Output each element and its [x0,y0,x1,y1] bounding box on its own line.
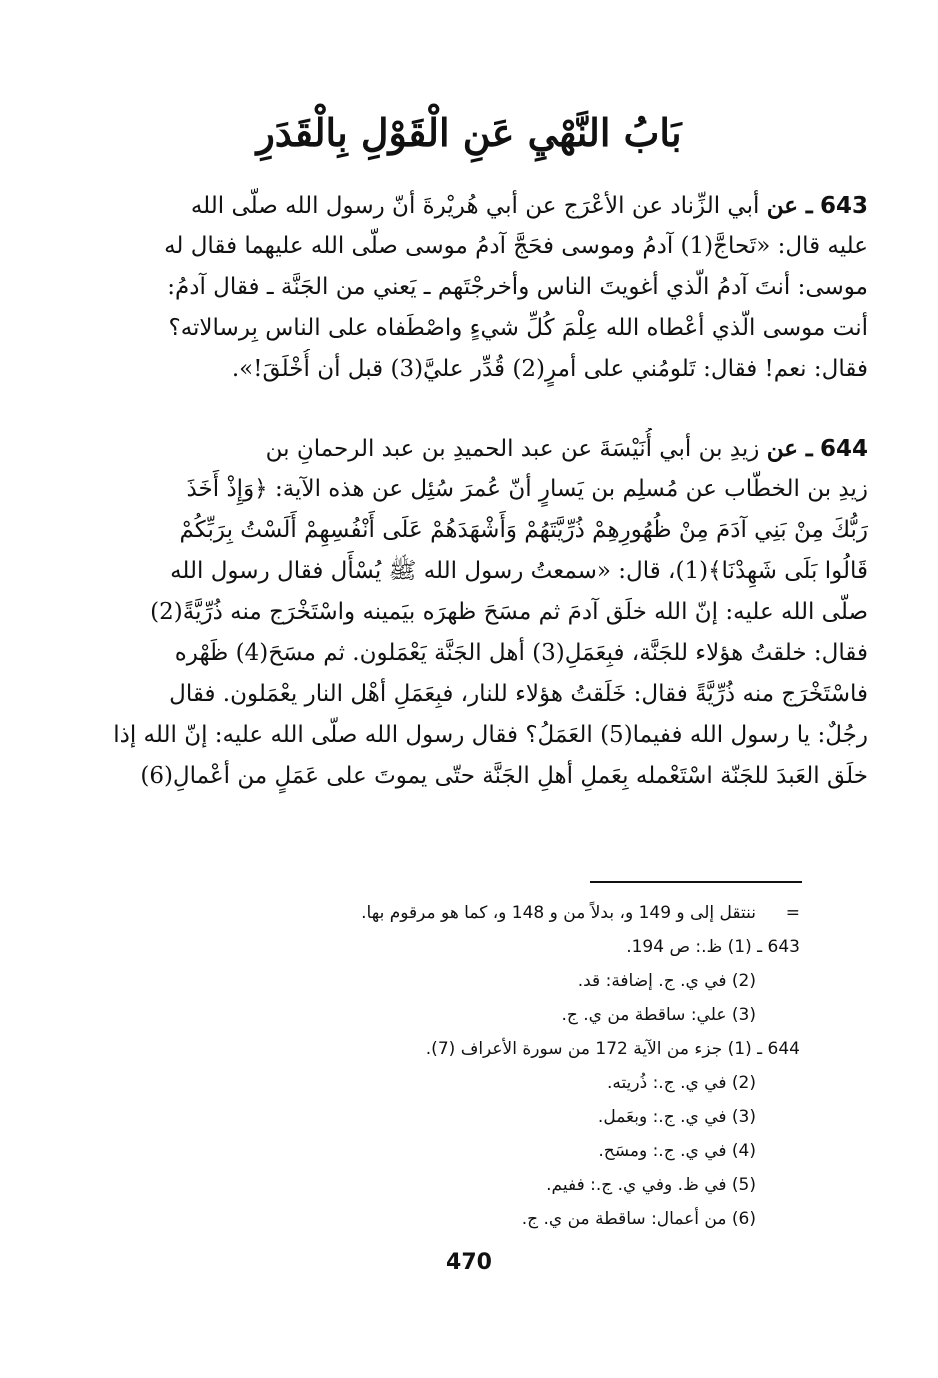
footnotes [150,896,800,1236]
hadith-644 [66,428,868,797]
hadith-an: ـ عن [766,192,813,219]
chapter-title: بَابُ النَّهْيِ عَنِ الْقَوْلِ بِالْقَدَرِ [256,110,682,155]
continuation-mark: = [785,903,800,923]
hadith-line: 644 ـ عن زيدِ بن أبي أُنَيْسَةَ عن عبد الحميدِ بن عبد الرحمانِ بن [265,435,868,462]
hadith-line: قَالُوا بَلَى شَهِدْنَا﴾(1)، قال: «سمعتُ رسول الله ﷺ يُسْأَل فقال رسول الله [170,558,868,584]
footnote: 643 ـ (1) ظ.: ص 194. [626,937,800,957]
hadith-643 [66,185,868,390]
hadith-line: 643 ـ عن أبي الزِّناد عن الأعْرَج عن أبي هُريْرةَ أنّ رسول الله صلّى الله [190,192,868,219]
footnote: (5) في ظ. وفي ي. ج.: ففيم. [546,1175,756,1195]
hadith-line: فقال: نعم! فقال: تَلومُني على أمرٍ(2) قُدِّر عليَّ(3) قبل أن أُخْلَقَ!». [231,356,868,382]
hadith-line: رَبُّكَ مِنْ بَنِي آدَمَ مِنْ ظُهُورِهِمْ ذُرِّيَّتَهُمْ وَأَشْهَدَهُمْ عَلَى أَنْفُسِهِمْ أَلَسْتُ بِرَبِّكُمْ [179,517,868,543]
hadith-line: زيدِ بن الخطّاب عن مُسلِم بن يَسارٍ أنّ عُمرَ سُئِل عن هذه الآية: ﴿وَإِذْ أَخَذَ [186,476,868,502]
footnote: (3) علي: ساقطة من ي. ج. [561,1005,756,1025]
hadith-number: 644 [819,436,868,462]
hadith-line: خلَق العَبدَ للجَنّة اسْتَعْمله بِعَملِ أهلِ الجَنَّة حتّى يموتَ على عَمَلٍ من أعْمالِ(6) [140,763,868,789]
hadith-line: رجُلٌ: يا رسول الله ففيما(5) العَمَلُ؟ فقال رسول الله صلّى الله عليه: إنّ الله إذا [113,722,868,748]
footnote: (4) في ي. ج.: ومسَح. [598,1141,756,1161]
footnote: 644 ـ (1) جزء من الآية 172 من سورة الأعراف (7). [425,1039,800,1059]
hadith-line: فقال: خلقتُ هؤلاء للجَنَّة، فبِعَمَلِ(3) أهل الجَنَّة يَعْمَلون. ثم مسَحَ(4) ظَهْره [174,640,868,666]
hadith-line: موسى: أنتَ آدمُ الّذي أغويتَ الناس وأخرجْتَهم ـ يَعني من الجَنَّة ـ فقال آدمُ: [167,274,868,300]
footnote: (3) في ي. ج.: وبعَمل. [597,1107,756,1127]
hadith-line: عليه قال: «تَحاجَّ(1) آدمُ وموسى فحَجَّ آدمُ موسى صلّى الله عليهما فقال له [164,233,868,259]
footnote: (2) في ي. ج. إضافة: قد. [577,971,756,991]
footnote: (2) في ي. ج.: ذُريته. [607,1073,756,1093]
hadith-line: أنت موسى الّذي أعْطاه الله عِلْمَ كُلِّ شيءٍ واصْطَفاه على الناس بِرسالاته؟ [168,315,868,341]
hadith-number: 643 [819,193,868,219]
page-number: 470 [446,1250,492,1275]
footnote-divider [590,881,802,883]
hadith-an: ـ عن [766,435,813,462]
footnote: (6) من أعمال: ساقطة من ي. ج. [521,1209,756,1229]
hadith-line: صلّى الله عليه: إنّ الله خلَق آدمَ ثم مسَحَ ظهرَه بيَمينه واسْتَخْرَج منه ذُرِّيَّةً(2) [150,599,868,625]
footnote-continuation: =ننتقل إلى و 149 و، بدلاً من و 148 و، كما هو مرقوم بها. [150,896,800,930]
hadith-line: فاسْتَخْرَج منه ذُرِّيَّةً فقال: خَلَقتُ هؤلاء للنار، فبِعَمَلِ أهْل النار يعْمَلون. فقال [169,681,868,707]
